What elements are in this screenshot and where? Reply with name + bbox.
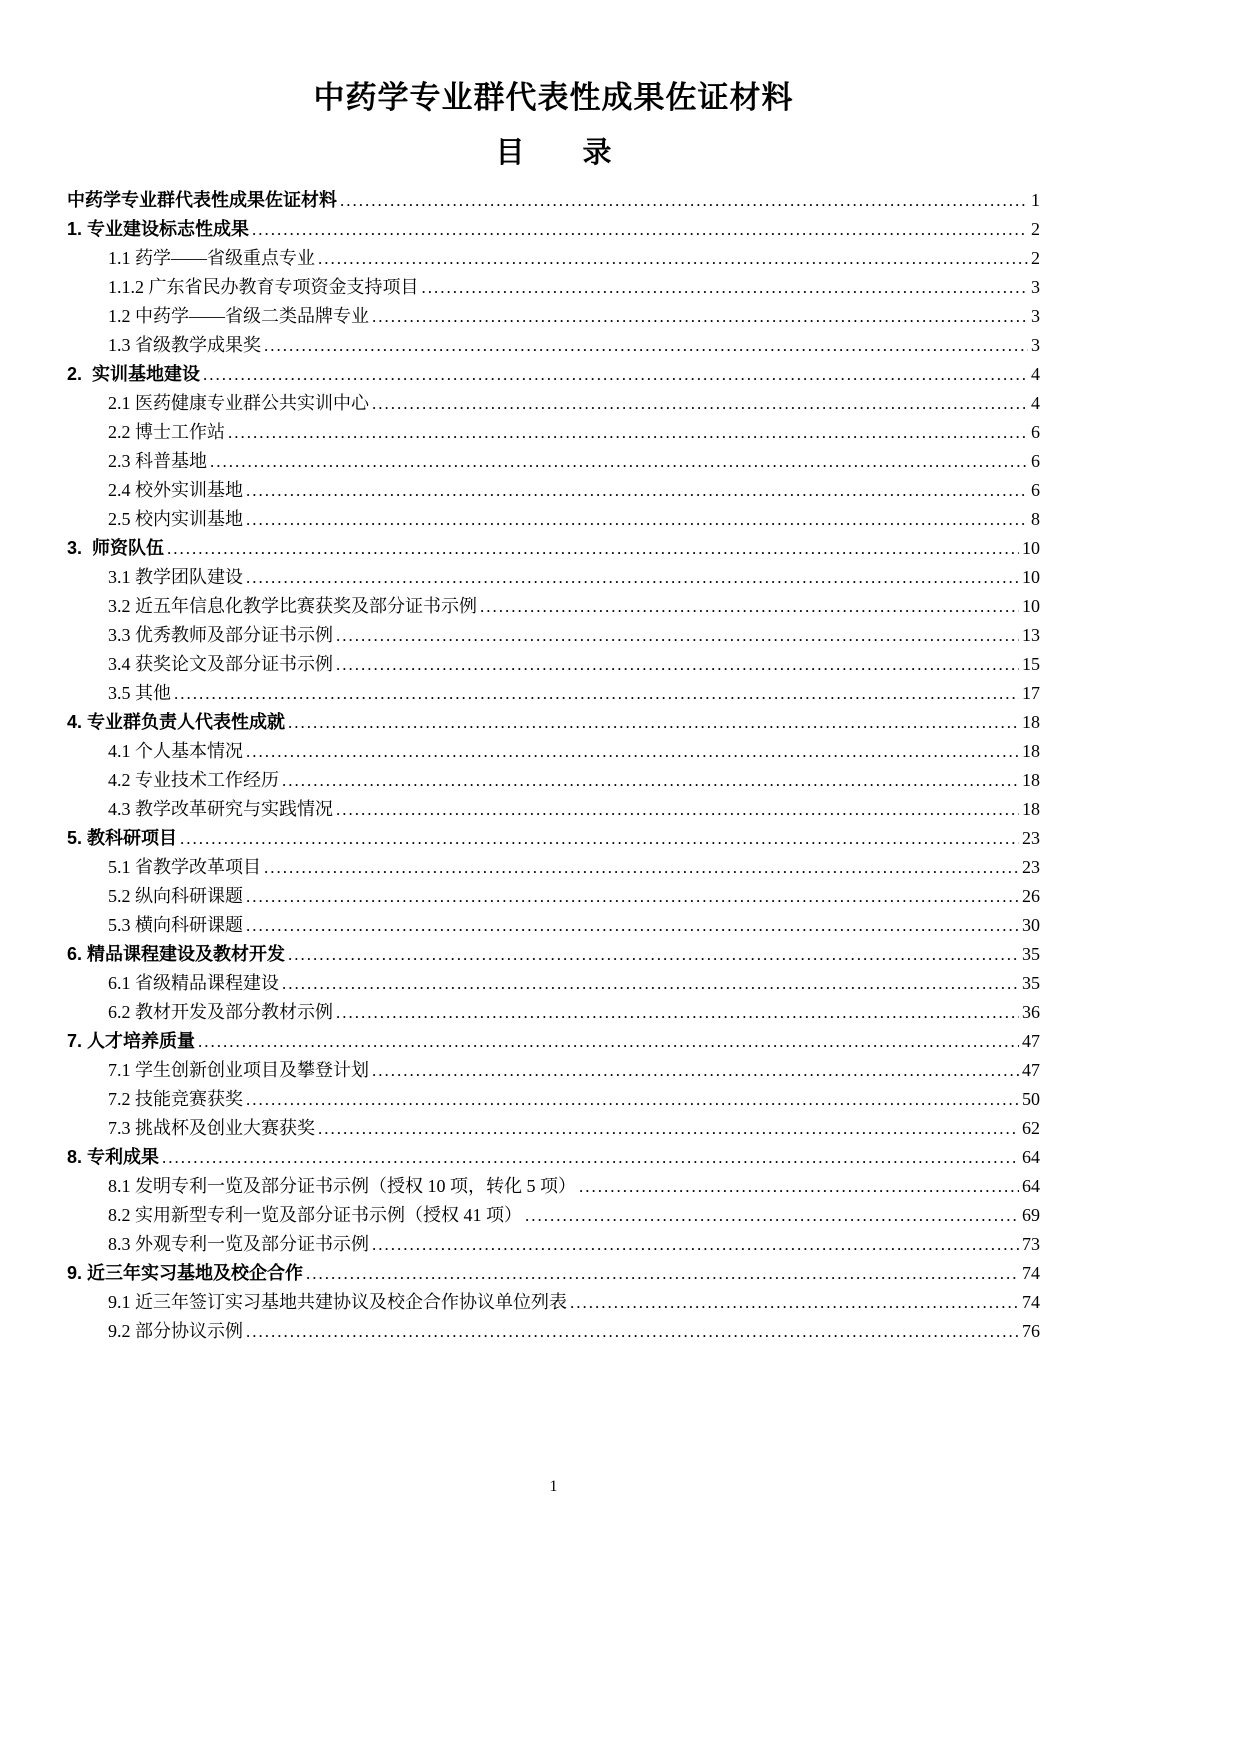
toc-entry[interactable] (67, 447, 1040, 476)
toc-entry-page: 10 (1022, 596, 1040, 616)
toc-leader-dots (579, 1172, 1019, 1201)
toc-entry-page: 47 (1022, 1031, 1040, 1051)
toc-entry-page: 26 (1022, 886, 1040, 906)
toc-entry[interactable] (67, 244, 1040, 273)
toc-entry-page: 18 (1022, 770, 1040, 790)
toc-entry-page: 4 (1031, 393, 1040, 413)
toc-entry-page: 15 (1022, 654, 1040, 674)
toc-entry-page: 3 (1031, 277, 1040, 297)
toc-entry[interactable] (67, 621, 1040, 650)
toc-entry[interactable] (67, 1259, 1040, 1288)
toc-leader-dots (318, 244, 1028, 273)
toc-entry-label: 6.2 教材开发及部分教材示例 (108, 1002, 333, 1022)
toc-entry-label: 5.3 横向科研课题 (108, 915, 243, 935)
toc-entry-page: 3 (1031, 335, 1040, 355)
toc-entry-page: 35 (1022, 944, 1040, 964)
toc-entry-label: 9.1 近三年签订实习基地共建协议及校企合作协议单位列表 (108, 1292, 567, 1312)
toc-entry-label: 7.2 技能竞赛获奖 (108, 1089, 243, 1109)
toc-leader-dots (372, 1230, 1019, 1259)
toc-entry-page: 18 (1022, 712, 1040, 732)
toc-leader-dots (318, 1114, 1019, 1143)
toc-entry-label: 5.2 纵向科研课题 (108, 886, 243, 906)
toc-entry-label: 3.2 近五年信息化教学比赛获奖及部分证书示例 (108, 596, 477, 616)
toc-entry-page: 4 (1031, 364, 1040, 384)
toc-entry[interactable] (67, 1288, 1040, 1317)
toc-entry-label: 2.1 医药健康专业群公共实训中心 (108, 393, 369, 413)
toc-leader-dots (372, 302, 1028, 331)
toc-entry[interactable] (67, 940, 1040, 969)
toc-entry-page: 76 (1022, 1321, 1040, 1341)
toc-entry-label: 1.3 省级教学成果奖 (108, 335, 261, 355)
toc-entry-label: 8.3 外观专利一览及部分证书示例 (108, 1234, 369, 1254)
toc-entry[interactable] (67, 1143, 1040, 1172)
toc-entry-label: 1.1 药学——省级重点专业 (108, 248, 315, 268)
toc-entry-label: 5.1 省教学改革项目 (108, 857, 261, 877)
toc-entry-label: 2. 实训基地建设 (67, 364, 201, 384)
toc-leader-dots (174, 679, 1019, 708)
toc-leader-dots (246, 1085, 1019, 1114)
toc-leader-dots (336, 650, 1019, 679)
toc-entry-page: 23 (1022, 828, 1040, 848)
toc-leader-dots (246, 882, 1019, 911)
toc-leader-dots (282, 969, 1019, 998)
toc-entry[interactable] (67, 998, 1040, 1027)
toc-entry-label: 9.2 部分协议示例 (108, 1321, 243, 1341)
toc-entry-label: 3.4 获奖论文及部分证书示例 (108, 654, 333, 674)
toc-entry-page: 17 (1022, 683, 1040, 703)
toc-entry[interactable] (67, 476, 1040, 505)
toc-leader-dots (198, 1027, 1019, 1056)
toc-leader-dots (162, 1143, 1019, 1172)
toc-entry-page: 18 (1022, 799, 1040, 819)
toc-entry-page: 36 (1022, 1002, 1040, 1022)
toc-entry[interactable] (67, 563, 1040, 592)
toc-leader-dots (264, 331, 1028, 360)
toc-leader-dots (246, 911, 1019, 940)
toc-entry-page: 74 (1022, 1292, 1040, 1312)
toc-entry-label: 1. 专业建设标志性成果 (67, 219, 250, 239)
toc-entry-label: 4.3 教学改革研究与实践情况 (108, 799, 333, 819)
toc-entry[interactable] (67, 679, 1040, 708)
toc-entry[interactable] (67, 1317, 1040, 1346)
toc-entry-page: 10 (1022, 538, 1040, 558)
toc-entry-label: 中药学专业群代表性成果佐证材料 (67, 190, 337, 210)
toc-leader-dots (167, 534, 1019, 563)
toc-entry-label: 3.1 教学团队建设 (108, 567, 243, 587)
toc-entry-page: 62 (1022, 1118, 1040, 1138)
toc-entry[interactable] (67, 592, 1040, 621)
toc-entry-label: 3. 师资队伍 (67, 538, 165, 558)
toc-entry-page: 2 (1031, 219, 1040, 239)
toc-entry[interactable] (67, 1114, 1040, 1143)
toc-entry[interactable] (67, 1172, 1040, 1201)
toc-entry-page: 2 (1031, 248, 1040, 268)
toc-entry-label: 8.1 发明专利一览及部分证书示例（授权 10 项，转化 5 项） (108, 1176, 576, 1196)
toc-entry-label: 5. 教科研项目 (67, 828, 178, 848)
toc-entry[interactable] (67, 824, 1040, 853)
toc-entry-label: 2.5 校内实训基地 (108, 509, 243, 529)
toc-entry-page: 6 (1031, 480, 1040, 500)
toc-entry[interactable] (67, 795, 1040, 824)
toc-heading: 目 录 (495, 137, 612, 169)
toc-entry-label: 6. 精品课程建设及教材开发 (67, 944, 286, 964)
document-title: 中药学专业群代表性成果佐证材料 (313, 80, 794, 115)
toc-entry-page: 8 (1031, 509, 1040, 529)
toc-entry-label: 3.5 其他 (108, 683, 171, 703)
toc-leader-dots (203, 360, 1028, 389)
toc-leader-dots (372, 1056, 1019, 1085)
toc-entry[interactable] (67, 708, 1040, 737)
toc-entry-label: 9. 近三年实习基地及校企合作 (67, 1263, 304, 1283)
toc-leader-dots (246, 563, 1019, 592)
toc-leader-dots (570, 1288, 1019, 1317)
toc-entry-page: 35 (1022, 973, 1040, 993)
toc-entry-page: 64 (1022, 1176, 1040, 1196)
toc-entry[interactable] (67, 1230, 1040, 1259)
toc-leader-dots (246, 1317, 1019, 1346)
toc-entry-label: 2.4 校外实训基地 (108, 480, 243, 500)
toc-leader-dots (306, 1259, 1019, 1288)
toc-leader-dots (288, 708, 1019, 737)
toc-entry-label: 2.3 科普基地 (108, 451, 207, 471)
toc-leader-dots (480, 592, 1019, 621)
toc-entry-page: 74 (1022, 1263, 1040, 1283)
toc-entry[interactable] (67, 853, 1040, 882)
toc-leader-dots (264, 853, 1019, 882)
toc-entry-page: 3 (1031, 306, 1040, 326)
toc-entry-page: 73 (1022, 1234, 1040, 1254)
toc-entry-label: 8.2 实用新型专利一览及部分证书示例（授权 41 项） (108, 1205, 522, 1225)
toc-entry[interactable] (67, 1201, 1040, 1230)
toc-leader-dots (422, 273, 1029, 302)
toc-entry-label: 4.1 个人基本情况 (108, 741, 243, 761)
toc-entry-label: 7. 人才培养质量 (67, 1031, 196, 1051)
toc-leader-dots (228, 418, 1028, 447)
toc-entry-label: 2.2 博士工作站 (108, 422, 225, 442)
toc-leader-dots (210, 447, 1028, 476)
footer-page-number: 1 (549, 1478, 558, 1495)
toc-entry[interactable] (67, 882, 1040, 911)
toc-entry-page: 18 (1022, 741, 1040, 761)
toc-entry[interactable] (67, 186, 1040, 215)
toc-entry-page: 30 (1022, 915, 1040, 935)
toc-entry[interactable] (67, 389, 1040, 418)
toc-entry-page: 6 (1031, 451, 1040, 471)
page-footer (67, 1478, 1040, 1496)
toc-leader-dots (336, 621, 1019, 650)
toc-entry-label: 6.1 省级精品课程建设 (108, 973, 279, 993)
toc-entry-page: 23 (1022, 857, 1040, 877)
toc-entry-page: 69 (1022, 1205, 1040, 1225)
toc-leader-dots (252, 215, 1028, 244)
toc-leader-dots (340, 186, 1028, 215)
toc-entry[interactable] (67, 215, 1040, 244)
toc-entry-page: 50 (1022, 1089, 1040, 1109)
toc-entry[interactable] (67, 1056, 1040, 1085)
toc-entry[interactable] (67, 969, 1040, 998)
toc-entry[interactable] (67, 737, 1040, 766)
toc-entry[interactable] (67, 360, 1040, 389)
toc-entry-label: 1.1.2 广东省民办教育专项资金支持项目 (108, 277, 419, 297)
toc-entry[interactable] (67, 1027, 1040, 1056)
toc-entry-label: 3.3 优秀教师及部分证书示例 (108, 625, 333, 645)
toc-entry-label: 4. 专业群负责人代表性成就 (67, 712, 286, 732)
toc-entry-page: 1 (1031, 190, 1040, 210)
toc-entry-label: 1.2 中药学——省级二类品牌专业 (108, 306, 369, 326)
toc-entry[interactable] (67, 534, 1040, 563)
table-of-contents (67, 186, 1040, 1346)
toc-leader-dots (246, 737, 1019, 766)
toc-entry[interactable] (67, 418, 1040, 447)
toc-entry[interactable] (67, 302, 1040, 331)
toc-entry[interactable] (67, 331, 1040, 360)
toc-leader-dots (180, 824, 1019, 853)
toc-entry[interactable] (67, 766, 1040, 795)
toc-entry[interactable] (67, 650, 1040, 679)
toc-entry-label: 7.1 学生创新创业项目及攀登计划 (108, 1060, 369, 1080)
toc-leader-dots (282, 766, 1019, 795)
toc-entry-page: 6 (1031, 422, 1040, 442)
toc-entry[interactable] (67, 911, 1040, 940)
toc-leader-dots (336, 795, 1019, 824)
toc-leader-dots (336, 998, 1019, 1027)
toc-entry-label: 4.2 专业技术工作经历 (108, 770, 279, 790)
toc-entry[interactable] (67, 273, 1040, 302)
toc-leader-dots (525, 1201, 1019, 1230)
toc-entry-label: 7.3 挑战杯及创业大赛获奖 (108, 1118, 315, 1138)
toc-leader-dots (246, 476, 1028, 505)
toc-leader-dots (372, 389, 1028, 418)
toc-entry-page: 13 (1022, 625, 1040, 645)
toc-leader-dots (246, 505, 1028, 534)
toc-entry-page: 64 (1022, 1147, 1040, 1167)
toc-entry[interactable] (67, 505, 1040, 534)
toc-entry-page: 47 (1022, 1060, 1040, 1080)
toc-entry-label: 8. 专利成果 (67, 1147, 160, 1167)
toc-entry-page: 10 (1022, 567, 1040, 587)
toc-entry[interactable] (67, 1085, 1040, 1114)
toc-leader-dots (288, 940, 1019, 969)
